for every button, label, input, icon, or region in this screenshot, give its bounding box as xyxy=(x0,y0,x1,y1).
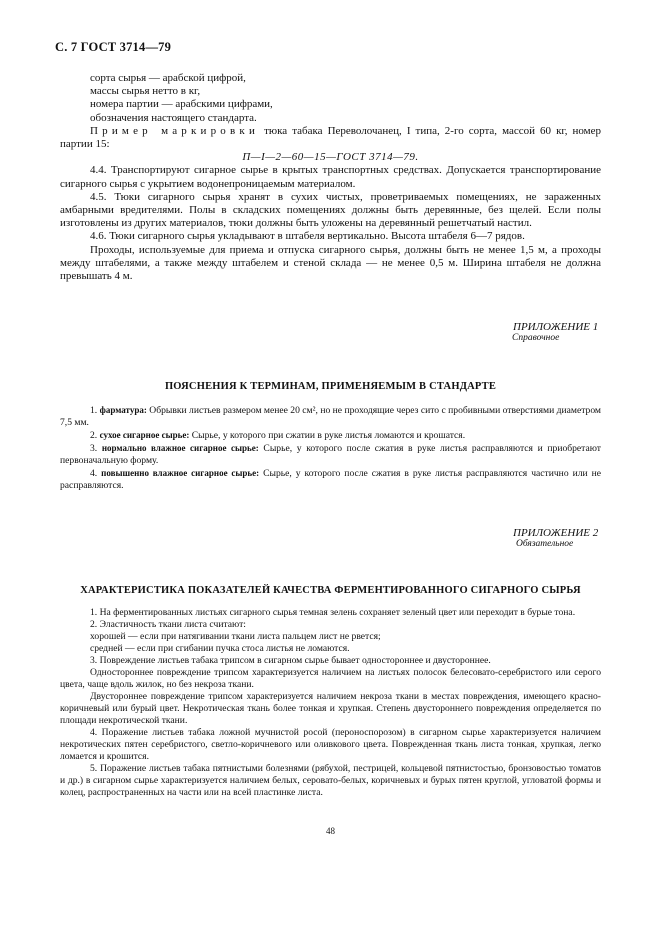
list-item: номера партии — арабскими цифрами, xyxy=(90,98,273,111)
marking-formula: П—I—2—60—15—ГОСТ 3714—79. xyxy=(242,151,419,164)
term-name: фарматура: xyxy=(99,405,147,415)
term-definition: Сырье, у которого после сжатия в руке листья расправляются частично или не расправляются. xyxy=(60,468,601,491)
paragraph-4-5: 4.5. Тюки сигарного сырья хранят в сухих чистых, проветриваемых помещениях, не зараженных амбарными вредителями. Полы в складских помещениях должны быть деревянные, без щелей. Если полы изготовлены из других материалов, тюки должны быть уложены на деревянный решетчатый настил. xyxy=(60,190,601,230)
paragraph-4-4: 4.4. Транспортируют сигарное сырье в крытых транспортных средствах. Допускается транспортирование сигарного сырья с укрытием водонепроницаемым материалом. xyxy=(60,164,601,190)
quality-paragraph: хорошей — если при натягивании ткани листа пальцем лист не рвется; xyxy=(90,631,381,642)
quality-paragraph: Двустороннее повреждение трипсом характеризуется наличием некроза ткани в местах повреждения, имеющего красно-коричневый или бурый цвет. Некротическая ткань более тонкая и хрупкая. Степень двустороннего повреждения определяется по площади некротической ткани. xyxy=(60,691,601,726)
page-number: 48 xyxy=(326,826,335,836)
terms-section xyxy=(60,404,601,492)
term-number: 3. xyxy=(90,443,102,454)
term-name: повышенно влажное сигарное сырье: xyxy=(101,468,260,478)
list-item: обозначения настоящего стандарта. xyxy=(90,111,257,124)
term-definition: Обрывки листьев размером менее 20 см², но не проходящие через сито с пробивными отверстиями диаметром 7,5 мм. xyxy=(60,405,602,428)
appendix-2-type: Обязательное xyxy=(516,539,574,549)
quality-paragraph: 3. Повреждение листьев табака трипсом в сигарном сырье бывает одностороннее и двустороннее. xyxy=(90,655,491,666)
term-definition: Сырье, у которого при сжатии в руке листья ломаются и крошатся. xyxy=(189,430,466,441)
page-header: С. 7 ГОСТ 3714—79 xyxy=(55,40,172,54)
appendix-1-title: ПОЯСНЕНИЯ К ТЕРМИНАМ, ПРИМЕНЯЕМЫМ В СТАНДАРТЕ xyxy=(164,381,497,392)
quality-paragraph: 1. На ферментированных листьях сигарного сырья темная зелень сохраняет зеленый цвет или переходит в бурые тона. xyxy=(90,607,576,618)
example-label: Пример маркировки xyxy=(90,124,260,137)
marking-section xyxy=(60,72,601,283)
appendix-1-type: Справочное xyxy=(512,333,560,343)
term-item xyxy=(60,442,601,467)
quality-paragraph: 4. Поражение листьев табака ложной мучнистой росой (пероноспорозом) в сигарном сырье характеризуется наличием некротических пятен серебристого, светло-коричневого или оливкового цвета. Поврежденная ткань листа тонкая, хрупкая, легко ломается и крошится. xyxy=(60,727,601,762)
marking-example xyxy=(60,125,601,151)
term-item xyxy=(60,467,601,492)
term-number: 1. xyxy=(90,405,100,416)
term-item xyxy=(60,404,601,429)
quality-paragraph: Одностороннее повреждение трипсом характеризуется наличием на листьях полосок белесовато-серебристого или серого цвета, чаще вдоль жилок, но без некроза ткани. xyxy=(60,667,601,690)
quality-paragraph: средней — если при сгибании пучка стоса листья не ломаются. xyxy=(90,643,350,654)
appendix-2-label: ПРИЛОЖЕНИЕ 2 xyxy=(513,527,599,539)
term-definition: Сырье, у которого после сжатия в руке листья расправляются и приобретают первоначальную форму. xyxy=(60,443,601,466)
appendix-1-label: ПРИЛОЖЕНИЕ 1 xyxy=(513,321,599,333)
term-number: 2. xyxy=(90,430,100,441)
quality-section xyxy=(60,607,601,799)
term-number: 4. xyxy=(90,468,102,479)
paragraph-4-6: 4.6. Тюки сигарного сырья укладывают в штабеля вертикально. Высота штабеля 6—7 рядов. xyxy=(90,230,525,243)
paragraph-4-6-passages: Проходы, используемые для приема и отпуска сигарного сырья, должны быть не менее 1,5 м, а проходы между штабелями, а также между штабелем и стеной склада — не менее 0,5 м. Ширина штабеля не должна превышать 4 м. xyxy=(60,243,601,283)
appendix-2-title: ХАРАКТЕРИСТИКА ПОКАЗАТЕЛЕЙ КАЧЕСТВА ФЕРМЕНТИРОВАННОГО СИГАРНОГО СЫРЬЯ xyxy=(80,585,581,596)
example-text: тюка табака Переволочанец, I типа, 2-го сорта, массой 60 кг, номер партии 15: xyxy=(60,124,601,151)
quality-paragraph: 2. Эластичность ткани листа считают: xyxy=(90,619,246,630)
list-item: сорта сырья — арабской цифрой, xyxy=(90,72,246,84)
term-name: нормально влажное сигарное сырье: xyxy=(101,443,259,453)
term-name: сухое сигарное сырье: xyxy=(99,430,190,440)
term-item xyxy=(60,429,601,442)
quality-paragraph: 5. Поражение листьев табака пятнистыми болезнями (рябухой, пестрицей, кольцевой пятнистостью, бронзовостью томатов и др.) в сигарном сырье характеризуется наличием белых, серовато-белых, коричневых и бурых пятен круглой, угловатой формы и колец, распространенных на части или на всей пластинке листа. xyxy=(60,763,601,798)
list-item: массы сырья нетто в кг, xyxy=(90,85,201,98)
